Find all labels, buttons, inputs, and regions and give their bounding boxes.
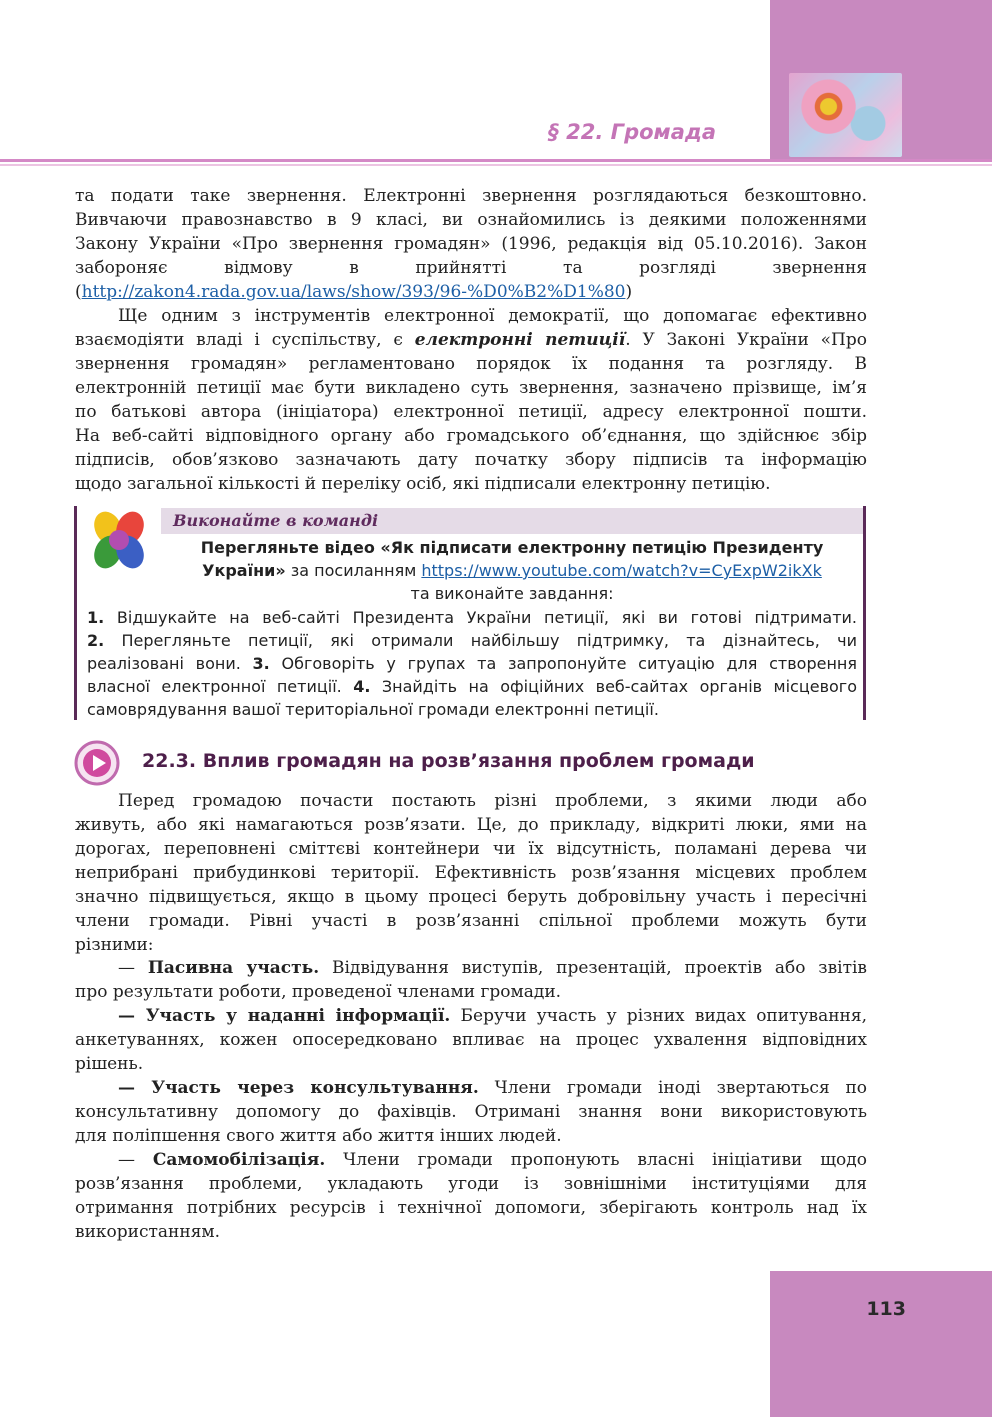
text-line: Вивчаючи правознавство в 9 класі, ви ознайомились із деякими положеннями bbox=[75, 210, 867, 230]
paragraph-petitions bbox=[75, 304, 867, 328]
box-intro-line3: та виконайте завдання: bbox=[410, 584, 614, 603]
paren-open: ( bbox=[75, 282, 82, 302]
dash: — bbox=[118, 1006, 146, 1026]
task-number: 1. bbox=[87, 608, 105, 627]
text-line: забороняє відмову в прийнятті та розгляді звернення bbox=[75, 258, 867, 278]
text-line: для поліпшення свого життя або життя інших людей. bbox=[75, 1126, 562, 1146]
text-line: використанням. bbox=[75, 1222, 221, 1242]
level-term: Участь у наданні інформації. bbox=[145, 1006, 451, 1026]
youtube-video-link[interactable]: https://www.youtube.com/watch?v=CyExpW2ikXk bbox=[421, 561, 822, 580]
level-consulting bbox=[75, 1076, 867, 1148]
dash: — bbox=[118, 958, 148, 978]
task-4-cont: самоврядування вашої територіальної громади електронні петиції. bbox=[87, 700, 659, 719]
text-span: . У Законі України «Про bbox=[625, 330, 867, 350]
text-line: На веб-сайті відповідного органу або громадського об’єднання, що здійснює збір bbox=[75, 426, 867, 446]
text-line: різними: bbox=[75, 935, 154, 955]
term-e-petitions: електронні петиції bbox=[414, 330, 626, 350]
dash: — bbox=[118, 1150, 153, 1170]
level-first-line bbox=[75, 1148, 867, 1172]
text-span: Члени громади іноді звертаються по bbox=[478, 1078, 868, 1098]
level-self-mobilization bbox=[75, 1148, 867, 1244]
team-hands-icon bbox=[86, 508, 152, 572]
task-text: реалізовані вони. bbox=[87, 654, 253, 673]
task-text: Відшукайте на веб-сайті Президента України петиції, які ви готові підтримати. bbox=[104, 608, 857, 627]
level-term: Участь через консультування. bbox=[151, 1078, 479, 1098]
text-span: Беручи участь у різних видах опитування, bbox=[450, 1006, 867, 1026]
level-passive bbox=[75, 956, 867, 1004]
task-text: Перегляньте петиції, які отримали найбільшу підтримку, та дізнайтесь, чи bbox=[104, 631, 857, 650]
text-line: Перед громадою почасти постають різні проблеми, з якими люди або bbox=[118, 791, 867, 811]
text-line: рішень. bbox=[75, 1054, 144, 1074]
page-number: 113 bbox=[866, 1298, 906, 1320]
task-list bbox=[87, 606, 857, 721]
task-text: Обговоріть у групах та запропонуйте ситуацію для створення bbox=[269, 654, 857, 673]
paren-close: ) bbox=[625, 282, 633, 302]
text-span: Відвідування виступів, презентацій, проектів або звітів bbox=[319, 958, 867, 978]
text-line: Закону України «Про звернення громадян» (1996, редакція від 05.10.2016). Закон bbox=[75, 234, 867, 254]
box-header-title: Виконайте в команді bbox=[173, 511, 379, 530]
text-line: значно підвищується, якщо в цьому процесі беруть добровільну участь і пересічні bbox=[75, 887, 867, 907]
zakon-law-link[interactable]: http://zakon4.rada.gov.ua/laws/show/393/96-%D0%B2%D1%80 bbox=[81, 282, 626, 302]
box-intro-line1: Перегляньте відео «Як підписати електронну петицію Президенту bbox=[200, 538, 824, 557]
box-left-border bbox=[74, 506, 77, 720]
level-first-line bbox=[75, 1004, 867, 1028]
text-line: живуть, або які намагаються розв’язати. Це, до прикладу, відкриті люки, ями на bbox=[75, 815, 867, 835]
level-term: Самомобілізація. bbox=[152, 1150, 326, 1170]
paragraph-intro bbox=[75, 184, 867, 304]
level-information bbox=[75, 1004, 867, 1076]
page-header-title: § 22. Громада bbox=[548, 120, 716, 144]
task-text: Знайдіть на офіційних веб-сайтах органів місцевого bbox=[370, 677, 857, 696]
text-line: неприбрані прибудинкові території. Ефективність розв’язання місцевих проблем bbox=[75, 863, 867, 883]
text-line: електронній петиції має бути викладено суть звернення, зазначено прізвище, ім’я bbox=[75, 378, 867, 398]
level-first-line bbox=[75, 956, 867, 980]
task-number: 4. bbox=[353, 677, 371, 696]
level-term: Пасивна участь. bbox=[147, 958, 320, 978]
task-2 bbox=[87, 629, 857, 652]
task-number: 2. bbox=[87, 631, 105, 650]
box-intro-line2 bbox=[161, 559, 863, 582]
text-line: анкетуваннях, кожен опосередковано впливає на процес ухвалення відповідних bbox=[75, 1030, 867, 1050]
dash: — bbox=[118, 1078, 152, 1098]
text-line: підписів, обов’язково зазначають дату початку збору підписів та інформацію bbox=[75, 450, 867, 470]
text-line: Ще одним з інструментів електронної демократії, що допомагає ефективно bbox=[118, 306, 867, 326]
play-section-icon bbox=[74, 740, 120, 786]
text-line: звернення громадян» регламентовано порядок їх подання та розгляду. В bbox=[75, 354, 867, 374]
footer-side-panel bbox=[770, 1271, 992, 1417]
task-number: 3. bbox=[252, 654, 270, 673]
text-line: щодо загальної кількості й переліку осіб, які підписали електронну петицію. bbox=[75, 474, 771, 494]
text-line: консультативну допомогу до фахівців. Отримані знання вони використовують bbox=[75, 1102, 867, 1122]
task-1 bbox=[87, 606, 857, 629]
text-line: про результати роботи, проведеної членами громади. bbox=[75, 982, 562, 1002]
task-3 bbox=[87, 652, 857, 675]
text-line: та подати таке звернення. Електронні звернення розглядаються безкоштовно. bbox=[75, 186, 867, 206]
text-line: отримання потрібних ресурсів і технічної допомоги, зберігають контроль над їх bbox=[75, 1198, 867, 1218]
video-title-end: України» bbox=[202, 561, 286, 580]
text-line: по батькові автора (ініціатора) електронної петиції, адресу електронної пошти. bbox=[75, 402, 867, 422]
task-text: власної електронної петиції. bbox=[87, 677, 354, 696]
level-first-line bbox=[75, 1076, 867, 1100]
section-title: 22.3. Вплив громадян на розв’язання проблем громади bbox=[142, 750, 755, 772]
text-line: розв’язання проблеми, укладають угоди із зовнішніми інституціями для bbox=[75, 1174, 867, 1194]
paragraph-problems bbox=[75, 789, 867, 813]
box-header-bar bbox=[161, 508, 863, 534]
text-span: Члени громади пропонують власні ініціативи щодо bbox=[325, 1150, 867, 1170]
text-line-link bbox=[75, 280, 867, 304]
paragraph-petitions-body bbox=[75, 328, 867, 496]
text-line bbox=[75, 328, 867, 352]
header-rule-light bbox=[0, 164, 992, 166]
paragraph-problems-body bbox=[75, 813, 867, 957]
text-line: дорогах, переповнені сміттєві контейнери чи їх відсутність, поламані дерева чи bbox=[75, 839, 867, 859]
task-4 bbox=[87, 675, 857, 698]
text-line: члени громади. Рівні участі в розв’язанні спільної проблеми можуть бути bbox=[75, 911, 867, 931]
text-span: взаємодіяти владі і суспільству, є bbox=[75, 330, 415, 350]
team-task-box bbox=[74, 506, 866, 720]
box-right-border bbox=[863, 506, 866, 720]
header-illustration bbox=[789, 73, 902, 157]
text-span: за посиланням bbox=[285, 561, 422, 580]
header-rule bbox=[0, 159, 992, 162]
